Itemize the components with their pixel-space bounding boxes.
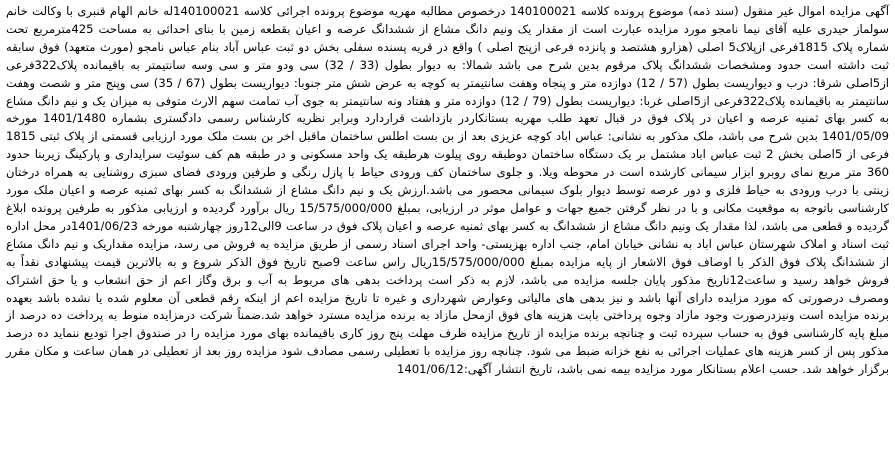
notice-body-text: آگهی مزایده اموال غیر منقول (سند ذمه) موضوع پرونده کلاسه 140100021 درخصوص مطالبه مهریه موضوع پرونده اجرائی کلاسه 140100021له خانم الهام قنبری با وکالت خانم سولماز حیدری علیه آقای نیما نامجو مورد مزایده عبارت است از مقدار یک ونیم دانگ مشاع از ششدانگ عرصه و اعیان بقطعه زمین با بنای احداثی به مساحت 425مترمربع تحت شماره پلاک 1815فرعی ازپلاک5 اصلی (هزارو هشتصد و پانزده فرعی ازپنج اصلی ) واقع در قریه پسنده سفلی بخش دو ثبت عباس آباد بنام عباس نامجو (مورث متعهد) فوق سابقه ثبت داشته است حدود ومشخصات ششدانگ پلاک مرقوم بدین شرح می باشد شمالا: به دیوار بطول (33 / 32) سی ودو متر و سی وسه سانتیمتر به باقیمانده پلاک322فرعی از5اصلی شرقا: درب و دیواریست بطول (57 / 12) دوازده متر و پنجاه وهفت سانتیمتر به کوچه به عرض شش متر جنوبا: دیواریست بطول (67 / 35) سی وپنج متر و شصت وهفت سانتیمتر به باقیمانده پلاک322فرعی از5اصلی غربا: دیواریست بطول (79 / 12) دوازده متر و هفتاد ونه سانتیمتر به جوی آب تمامت سهم الارث متوفی به میزان یک و نیم دانگ مشاع به کسر بهای ثمنیه عرصه و اعیان در پلاک فوق در قبال تعهد طلب مهریه بستانکاردر بازداشت قراردارد وبرابر نظریه کارشناس رسمی دادگستری بشماره 1401/1480 مورخه 1401/05/09 بدین شرح می باشد، ملک مذکور به نشانی: عباس اباد کوچه عزیزی بعد از بن بست اطلس ساختمان ماقبل اخر بن بست ملک مورد ارزیابی قسمتی از پلاک ثبتی 1815 فرعی از 5اصلی بخش 2 ثبت عباس اباد مشتمل بر یک دستگاه ساختمان دوطبقه روی پیلوت هرطبقه یک واحد مسکونی و در طبقه هم کف سوئیت سرایداری و پارکینگ زیربنا حدود 360 متر مربع نمای روبرو ابزار سیمانی کارشده است در محوطه ویلا. و جلوی ساختمان کف ورودی حیاط با پازل رنگی و طرفین ورودی فضای سبزی روشنایی به همراه درختان زینتی با درب ورودی به حیاط فلزی و دور عرصه توسط دیوار بلوک سیمانی محصور می باشد.ارزش یک و نیم دانگ مشاع از ششدانگ به کسر بهای ثمنیه عرصه و اعیان ملک مورد کارشناسی باتوجه به موقعیت مکانی و با در نظر گرفتن جمیع جهات و عوامل موثر در ارزیابی، بمبلغ 15/575/000/000 ریال برآورد گردیده و ارزیابی مذکور به طرفین پرونده ابلاغ گردیده و قطعی می باشد، لذا مقدار یک ونیم دانگ مشاع از ششدانگ به کسر بهای ثمنیه عرصه و اعیان پلاک فوق در ساعت 9الی12روز چهارشنبه مورخه 1401/06/23در محل اداره ثبت اسناد و املاک شهرستان عباس اباد به نشانی خیابان امام، جنب اداره بهزیستی- واحد اجرای اسناد رسمی از طریق مزایده به فروش می رسد، مزایده مقداریک و نیم دانگ مشاع از ششدانگ پلاک فوق الذکر با اوصاف فوق الاشعار از پایه مزایده بمبلغ 15/575/000/000ریال راس ساعت 9صبح تاریخ فوق الذکر شروع و به بالاترین قیمت پیشنهادی نقداً به فروش خواهد رسید و ساعت12تاریخ مذکور پایان جلسه مزایده می باشد، لازم به ذکر است پرداخت بدهی های مربوط به آب و برق وگاز اعم از حق انشعاب و یا حق اشتراک ومصرف درصورتی که مورد مزایده دارای آنها باشد و نیز بدهی های مالیاتی وعوارض شهرداری و غیره تا تاریخ مزایده اعم از اینکه رقم قطعی آن معلوم شده یا نشده باشد بعهده برنده مزایده است ونیزدرصورت وجود مازاد وجوه پرداختی بابت هزینه های فوق ازمحل مازاد به برنده مزایده مسترد خواهد شد.ضمناً شرکت درمزایده منوط به پرداخت ده درصد از مبلغ پایه کارشناسی فوق به حساب سپرده ثبت و چنانچه برنده مزایده از تاریخ مزایده ظرف مهلت پنج روز کاری باقیمانده بهای مورد مزایده را در صندوق اجرا تودیع ننماید ده درصد مذکور پس از کسر هزینه های عملیات اجرائی به نفع خزانه ضبط می شود. چنانچه روز مزایده با تعطیلی رسمی مصادف شود مزایده روز بعد از تعطیلی در همان ساعت و مکان مقرر برگزار خواهد شد. حسب اعلام بستانکار مورد مزایده بیمه نمی باشد، تاریخ انتشار آگهی:1401/06/12 bbox=[6, 4, 890, 377]
